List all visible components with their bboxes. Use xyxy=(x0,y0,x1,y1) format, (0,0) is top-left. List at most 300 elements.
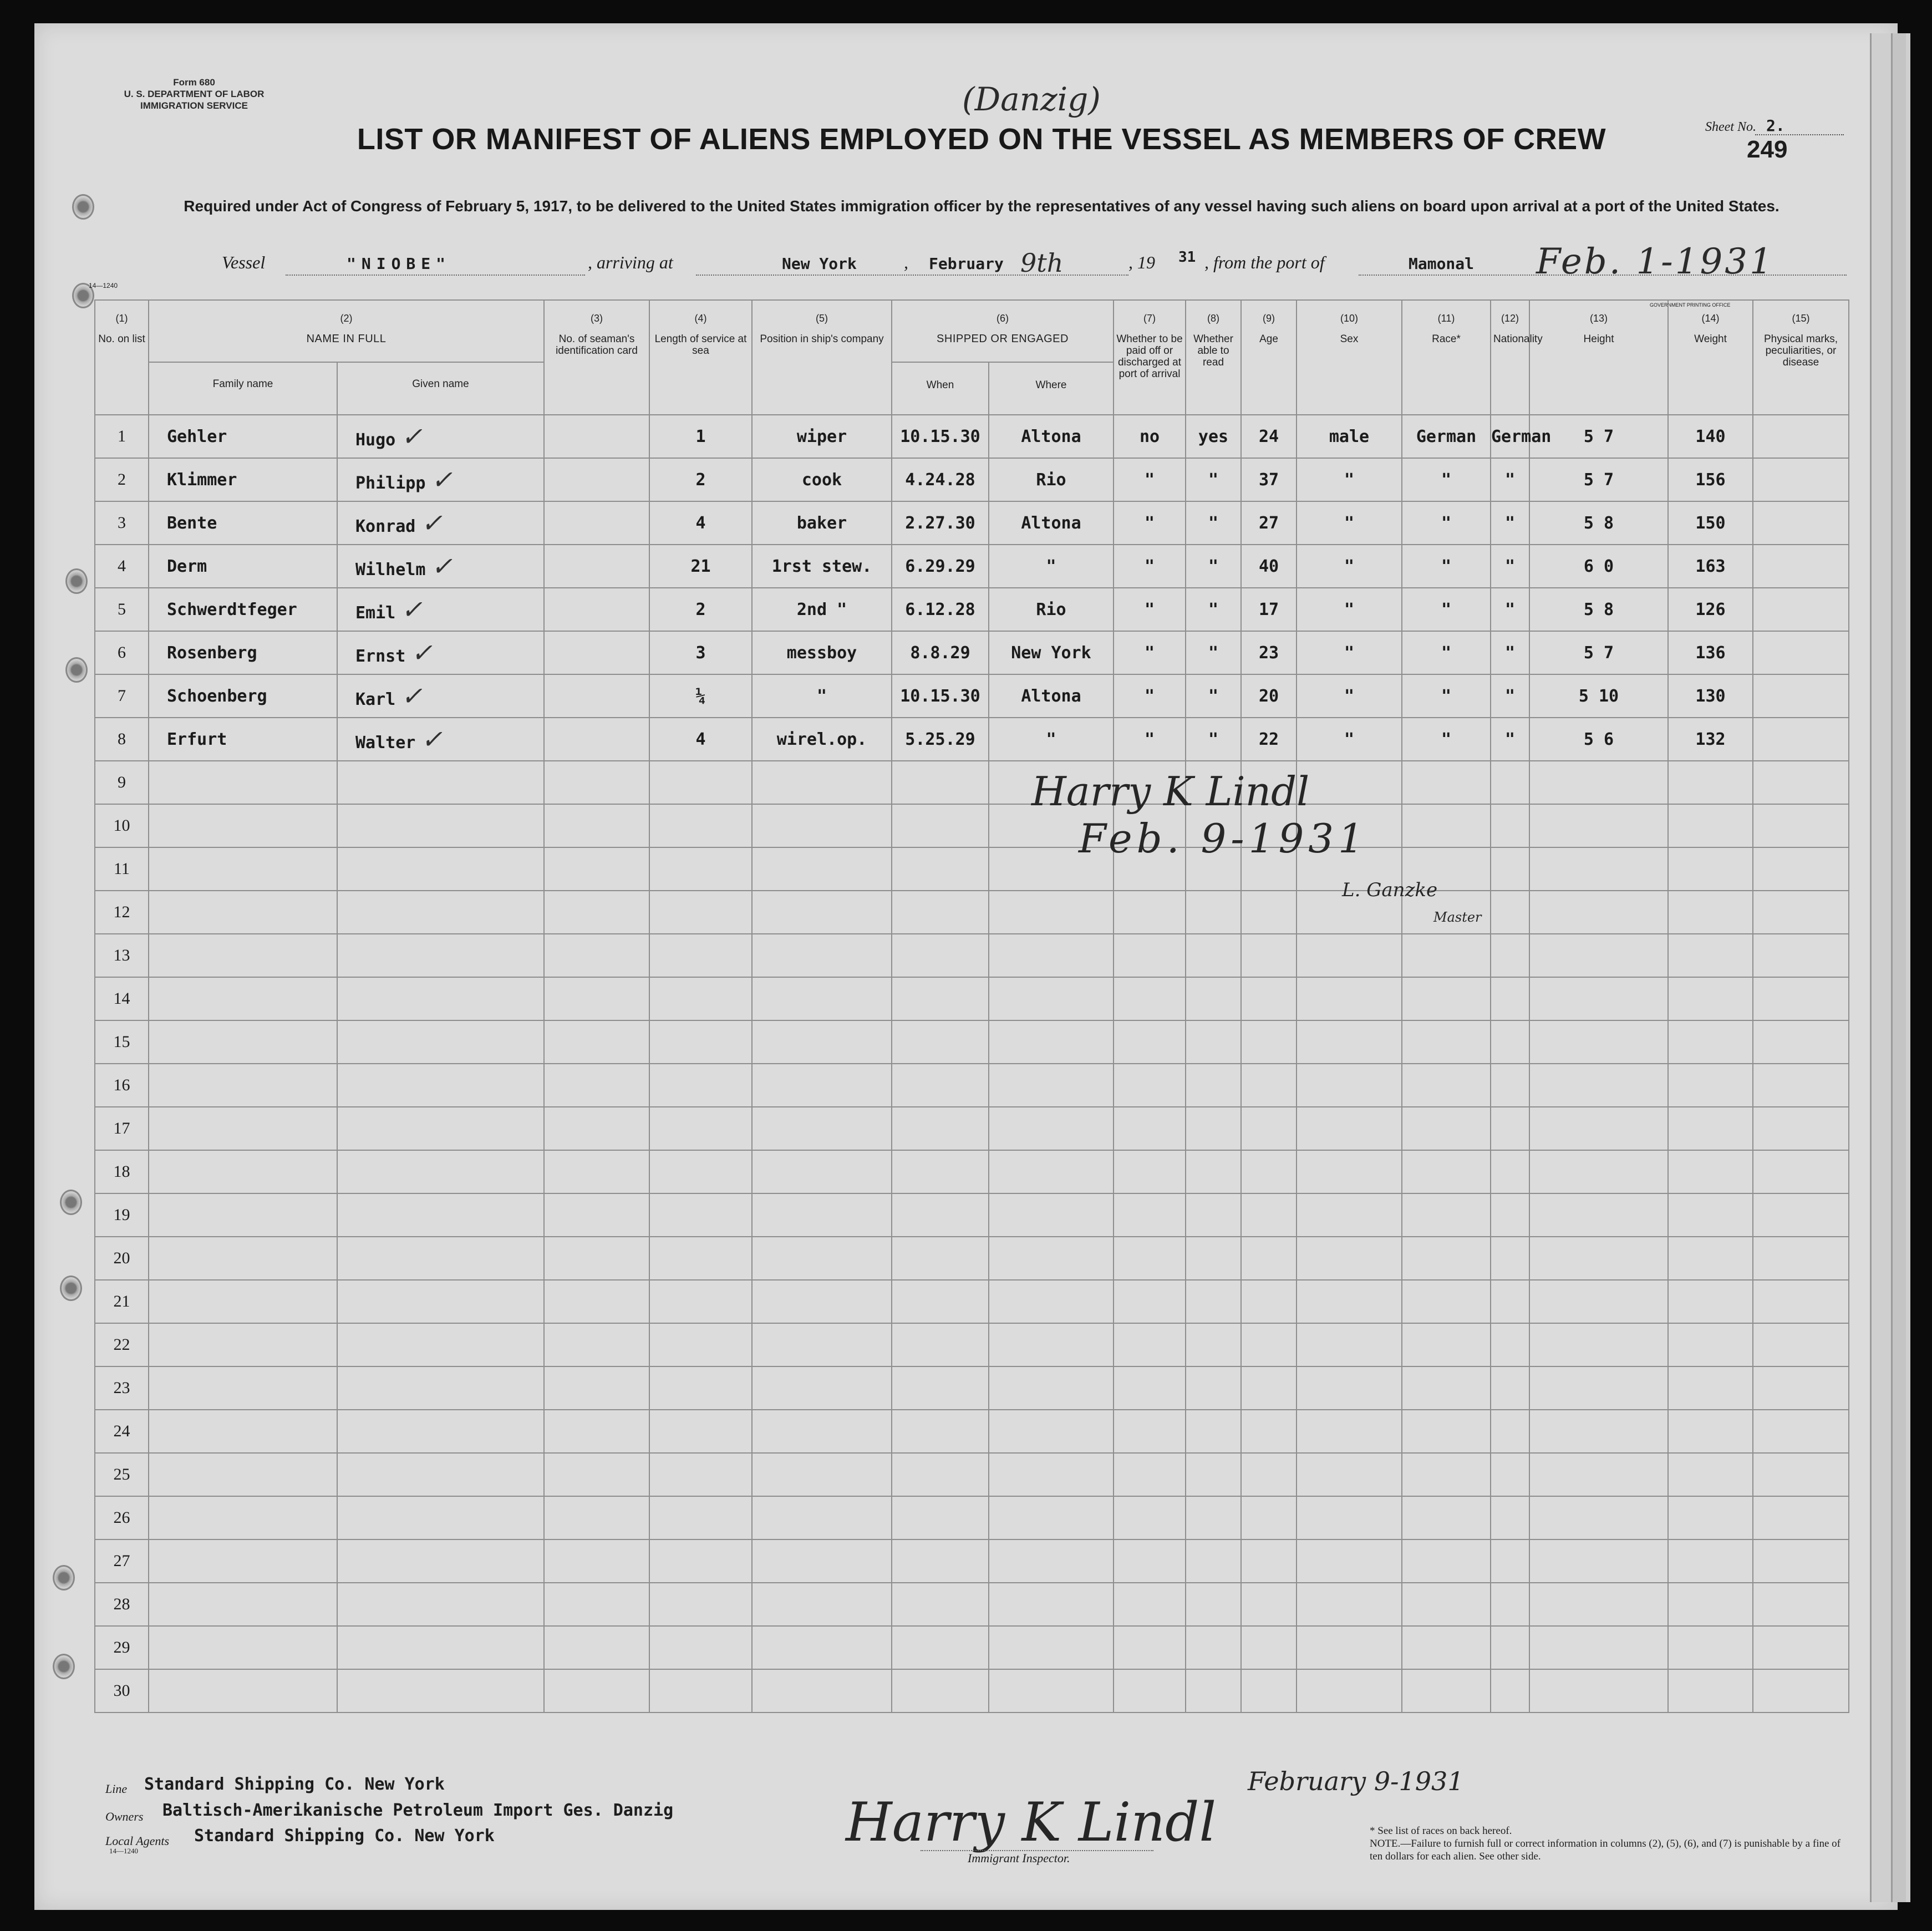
cell-nationality xyxy=(1491,1496,1529,1539)
cell-shipped-when-text: 5.25.29 xyxy=(905,729,975,749)
cell-position xyxy=(752,415,892,458)
cell-given-name xyxy=(337,891,544,934)
cell-able-to-read xyxy=(1186,1237,1241,1280)
cell-age xyxy=(1241,1280,1297,1323)
sheet-underline xyxy=(1755,134,1844,135)
table-row xyxy=(95,718,1849,761)
cell-height xyxy=(1529,674,1668,718)
cell-height xyxy=(1529,1366,1668,1410)
cell-shipped-where xyxy=(989,1496,1114,1539)
cell-weight xyxy=(1668,1280,1753,1323)
cell-height xyxy=(1529,1453,1668,1496)
cell-sex-text: " xyxy=(1344,729,1355,749)
cell-weight xyxy=(1668,761,1753,804)
cell-paid-off xyxy=(1114,1193,1186,1237)
check-mark-icon: ✓ xyxy=(431,551,453,581)
table-row-empty xyxy=(95,1193,1849,1237)
cell-age xyxy=(1241,718,1297,761)
cell-sex xyxy=(1297,1539,1402,1583)
cell-weight-text: 126 xyxy=(1695,599,1726,619)
cell-nationality xyxy=(1491,718,1529,761)
cell-service-length xyxy=(649,1237,752,1280)
cell-age xyxy=(1241,1193,1297,1237)
cell-given-name xyxy=(337,934,544,977)
check-mark-icon: ✓ xyxy=(401,421,423,451)
cell-shipped-where-text: " xyxy=(1046,556,1056,576)
cell-no xyxy=(95,891,149,934)
cell-weight xyxy=(1668,977,1753,1020)
cell-paid-off xyxy=(1114,415,1186,458)
cell-family-name-text: Derm xyxy=(167,556,207,576)
cell-service-length xyxy=(649,1669,752,1713)
cell-no xyxy=(95,631,149,674)
cell-able-to-read-text: " xyxy=(1208,729,1219,749)
row-number: 30 xyxy=(113,1681,130,1700)
cell-race xyxy=(1402,804,1491,847)
cell-position-text: messboy xyxy=(786,643,857,663)
cell-race xyxy=(1402,1150,1491,1193)
cell-no xyxy=(95,1496,149,1539)
cell-no-text: 1 xyxy=(118,427,126,445)
cell-position xyxy=(752,1410,892,1453)
cell-shipped-where xyxy=(989,1193,1114,1237)
cell-weight xyxy=(1668,1669,1753,1713)
row-number: 25 xyxy=(113,1465,130,1483)
cell-shipped-where xyxy=(989,674,1114,718)
cell-nationality-text: " xyxy=(1504,556,1516,576)
cell-paid-off xyxy=(1114,1366,1186,1410)
cell-weight-text: 130 xyxy=(1695,686,1726,706)
cell-shipped-when xyxy=(892,1107,989,1150)
cell-race xyxy=(1402,674,1491,718)
cell-height xyxy=(1529,718,1668,761)
cell-paid-off-text: " xyxy=(1144,729,1155,749)
cell-race xyxy=(1402,1064,1491,1107)
cell-service-length-text: 2 xyxy=(695,470,706,490)
cell-paid-off xyxy=(1114,674,1186,718)
cell-paid-off xyxy=(1114,1669,1186,1713)
cell-nationality-text: " xyxy=(1504,643,1516,663)
line-label: Line xyxy=(105,1782,128,1796)
cell-service-length xyxy=(649,1583,752,1626)
cell-paid-off xyxy=(1114,588,1186,631)
row-number: 24 xyxy=(113,1422,130,1440)
department-name: U. S. DEPARTMENT OF LABOR xyxy=(124,89,265,99)
cell-given-name xyxy=(337,1064,544,1107)
cell-age xyxy=(1241,1237,1297,1280)
cell-able-to-read xyxy=(1186,1366,1241,1410)
cell-race xyxy=(1402,501,1491,545)
table-row xyxy=(95,501,1849,545)
cell-position xyxy=(752,1323,892,1366)
cell-shipped-when-text: 2.27.30 xyxy=(905,513,975,533)
cell-given-name xyxy=(337,458,544,501)
cell-given-name xyxy=(337,1323,544,1366)
cell-shipped-when xyxy=(892,1193,989,1237)
cell-paid-off xyxy=(1114,1496,1186,1539)
cell-weight xyxy=(1668,1626,1753,1669)
master-label: Master xyxy=(1433,909,1482,925)
cell-paid-off xyxy=(1114,1583,1186,1626)
cell-race-text: " xyxy=(1441,513,1452,533)
cell-sex xyxy=(1297,588,1402,631)
binding-hole xyxy=(65,568,88,594)
cell-able-to-read-text: " xyxy=(1208,599,1219,619)
cell-shipped-when-text: 6.12.28 xyxy=(905,599,975,619)
cell-paid-off xyxy=(1114,1323,1186,1366)
cell-height xyxy=(1529,501,1668,545)
cell-able-to-read xyxy=(1186,934,1241,977)
cell-given-name xyxy=(337,1583,544,1626)
cell-paid-off xyxy=(1114,1237,1186,1280)
cell-shipped-when xyxy=(892,1323,989,1366)
inspector-label: Immigrant Inspector. xyxy=(968,1851,1070,1865)
cell-shipped-where xyxy=(989,1626,1114,1669)
cell-physical-marks xyxy=(1753,674,1849,718)
cell-race xyxy=(1402,1539,1491,1583)
cell-height-text: 5 7 xyxy=(1583,470,1614,490)
cell-nationality-text: " xyxy=(1504,513,1516,533)
cell-service-length-text: 3 xyxy=(695,643,706,663)
cell-shipped-when xyxy=(892,761,989,804)
cell-physical-marks xyxy=(1753,1496,1849,1539)
cell-given-name xyxy=(337,1626,544,1669)
cell-position-text: 2nd " xyxy=(796,599,847,619)
cell-sex xyxy=(1297,501,1402,545)
cell-race-text: " xyxy=(1441,729,1452,749)
cell-able-to-read xyxy=(1186,1626,1241,1669)
header-service-length: (4) Length of service at sea xyxy=(649,300,752,415)
cell-paid-off xyxy=(1114,458,1186,501)
cell-able-to-read-text: " xyxy=(1208,470,1219,490)
cell-no-text: 8 xyxy=(118,730,126,748)
cell-weight xyxy=(1668,1323,1753,1366)
cell-given-name xyxy=(337,415,544,458)
header-position: (5) Position in ship's company xyxy=(752,300,892,415)
cell-no xyxy=(95,1280,149,1323)
cell-family-name xyxy=(149,1669,337,1713)
cell-given-name-text: Wilhelm xyxy=(355,560,426,580)
row-number: 28 xyxy=(113,1595,130,1613)
cell-service-length xyxy=(649,761,752,804)
row-number: 19 xyxy=(113,1206,130,1224)
cell-service-length xyxy=(649,588,752,631)
cell-race xyxy=(1402,545,1491,588)
cell-nationality-text: " xyxy=(1504,470,1516,490)
cell-weight xyxy=(1668,718,1753,761)
cell-able-to-read xyxy=(1186,1020,1241,1064)
cell-no xyxy=(95,718,149,761)
header-name-in-full: (2) NAME IN FULL xyxy=(149,300,544,362)
cell-sex xyxy=(1297,1280,1402,1323)
header-nationality: (12) Nationality xyxy=(1491,300,1529,415)
cell-shipped-when-text: 8.8.29 xyxy=(910,643,970,663)
cell-position xyxy=(752,588,892,631)
cell-shipped-where xyxy=(989,631,1114,674)
header-given-name: Given name xyxy=(337,362,544,415)
cell-sex xyxy=(1297,934,1402,977)
cell-sex xyxy=(1297,631,1402,674)
cell-weight xyxy=(1668,1410,1753,1453)
cell-age-text: 20 xyxy=(1258,686,1279,706)
cell-id-card xyxy=(544,1193,649,1237)
cell-id-card xyxy=(544,1410,649,1453)
cell-able-to-read xyxy=(1186,501,1241,545)
cell-sex-text: " xyxy=(1344,556,1355,576)
cell-service-length xyxy=(649,1453,752,1496)
cell-height-text: 5 10 xyxy=(1578,686,1619,706)
cell-height-text: 5 7 xyxy=(1583,426,1614,446)
cell-able-to-read-text: " xyxy=(1208,556,1219,576)
cell-given-name xyxy=(337,804,544,847)
header-when: When xyxy=(892,362,989,415)
cell-id-card xyxy=(544,631,649,674)
cell-able-to-read xyxy=(1186,1583,1241,1626)
cell-given-name xyxy=(337,1193,544,1237)
cell-race-text: " xyxy=(1441,599,1452,619)
cell-height xyxy=(1529,1410,1668,1453)
cell-position xyxy=(752,761,892,804)
cell-nationality xyxy=(1491,588,1529,631)
cell-family-name xyxy=(149,761,337,804)
cell-family-name xyxy=(149,1323,337,1366)
cell-no-text: 2 xyxy=(118,470,126,489)
dotted-rule xyxy=(286,275,585,276)
cell-family-name xyxy=(149,674,337,718)
header-age: (9) Age xyxy=(1241,300,1297,415)
cell-service-length xyxy=(649,458,752,501)
cell-family-name-text: Erfurt xyxy=(167,729,227,749)
cell-nationality xyxy=(1491,761,1529,804)
cell-height xyxy=(1529,977,1668,1020)
cell-shipped-where xyxy=(989,1107,1114,1150)
cell-paid-off xyxy=(1114,631,1186,674)
cell-race xyxy=(1402,415,1491,458)
cell-position-text: " xyxy=(816,686,827,706)
cell-family-name-text: Klimmer xyxy=(167,470,237,490)
cell-no xyxy=(95,1539,149,1583)
cell-nationality xyxy=(1491,545,1529,588)
crew-manifest-table xyxy=(94,299,1849,1713)
cell-position xyxy=(752,977,892,1020)
cell-race xyxy=(1402,761,1491,804)
cell-height xyxy=(1529,761,1668,804)
header-weight: (14) Weight xyxy=(1668,300,1753,415)
cell-paid-off xyxy=(1114,718,1186,761)
cell-physical-marks xyxy=(1753,1539,1849,1583)
cell-id-card xyxy=(544,1626,649,1669)
cell-family-name xyxy=(149,415,337,458)
arrival-day: 9th xyxy=(1020,248,1064,278)
cell-race-text: " xyxy=(1441,643,1452,663)
cell-nationality xyxy=(1491,977,1529,1020)
owners-label: Owners xyxy=(105,1810,144,1823)
cell-no xyxy=(95,458,149,501)
cell-race xyxy=(1402,1280,1491,1323)
check-mark-icon: ✓ xyxy=(401,594,423,624)
cell-race xyxy=(1402,1107,1491,1150)
cell-given-name xyxy=(337,1280,544,1323)
cell-given-name xyxy=(337,1237,544,1280)
cell-paid-off-text: " xyxy=(1144,470,1155,490)
form-identifier xyxy=(108,77,280,111)
cell-shipped-when xyxy=(892,415,989,458)
cell-position xyxy=(752,1193,892,1237)
cell-height xyxy=(1529,934,1668,977)
cell-no xyxy=(95,1410,149,1453)
sheet-label: Sheet No. xyxy=(1705,120,1756,134)
cell-paid-off xyxy=(1114,891,1186,934)
cell-sex xyxy=(1297,1626,1402,1669)
cell-no xyxy=(95,934,149,977)
cell-service-length xyxy=(649,415,752,458)
cell-shipped-when xyxy=(892,1626,989,1669)
cell-given-name-text: Walter xyxy=(355,733,416,753)
cell-id-card xyxy=(544,501,649,545)
cell-given-name xyxy=(337,588,544,631)
cell-shipped-where xyxy=(989,501,1114,545)
cell-service-length xyxy=(649,1366,752,1410)
cell-age xyxy=(1241,674,1297,718)
cell-no xyxy=(95,1453,149,1496)
table-row-empty xyxy=(95,977,1849,1020)
cell-shipped-when-text: 6.29.29 xyxy=(905,556,975,576)
cell-family-name xyxy=(149,1237,337,1280)
cell-family-name xyxy=(149,891,337,934)
cell-sex xyxy=(1297,1323,1402,1366)
cell-shipped-where xyxy=(989,1453,1114,1496)
cell-id-card xyxy=(544,1280,649,1323)
cell-physical-marks xyxy=(1753,1150,1849,1193)
cell-service-length xyxy=(649,1539,752,1583)
cell-id-card xyxy=(544,1583,649,1626)
cell-physical-marks xyxy=(1753,1453,1849,1496)
cell-given-name-text: Karl xyxy=(355,690,396,709)
cell-position xyxy=(752,1107,892,1150)
cell-service-length xyxy=(649,1107,752,1150)
cell-no-text: 7 xyxy=(118,687,126,705)
cell-nationality xyxy=(1491,631,1529,674)
cell-given-name xyxy=(337,1107,544,1150)
cell-able-to-read xyxy=(1186,977,1241,1020)
cell-height xyxy=(1529,1583,1668,1626)
cell-given-name xyxy=(337,847,544,891)
cell-position xyxy=(752,1020,892,1064)
cell-family-name xyxy=(149,1496,337,1539)
cell-shipped-where-text: Altona xyxy=(1021,513,1081,533)
cell-position xyxy=(752,545,892,588)
cell-able-to-read xyxy=(1186,1496,1241,1539)
cell-shipped-when xyxy=(892,1064,989,1107)
cell-able-to-read xyxy=(1186,631,1241,674)
cell-shipped-when xyxy=(892,718,989,761)
cell-shipped-when xyxy=(892,674,989,718)
row-number: 20 xyxy=(113,1249,130,1267)
cell-age xyxy=(1241,1150,1297,1193)
service-name: IMMIGRATION SERVICE xyxy=(140,100,248,111)
cell-race xyxy=(1402,718,1491,761)
cell-age-text: 40 xyxy=(1258,556,1279,576)
cell-shipped-when xyxy=(892,1280,989,1323)
check-mark-icon: ✓ xyxy=(411,638,433,668)
cell-family-name xyxy=(149,718,337,761)
binding-hole xyxy=(72,194,94,220)
cell-service-length xyxy=(649,545,752,588)
cell-nationality xyxy=(1491,415,1552,458)
cell-id-card xyxy=(544,1150,649,1193)
table-row-empty xyxy=(95,1410,1849,1453)
binding-hole xyxy=(53,1565,75,1590)
cell-shipped-when xyxy=(892,1366,989,1410)
page-number: 249 xyxy=(1747,136,1788,163)
table-row xyxy=(95,631,1849,674)
cell-shipped-where xyxy=(989,1237,1114,1280)
cell-nationality xyxy=(1491,501,1529,545)
cell-id-card xyxy=(544,1496,649,1539)
inspection-date: Feb. 9-1931 xyxy=(1079,815,1368,862)
cell-no xyxy=(95,1020,149,1064)
cell-service-length xyxy=(649,1323,752,1366)
check-mark-icon: ✓ xyxy=(431,465,453,495)
cell-able-to-read xyxy=(1186,674,1241,718)
cell-height xyxy=(1529,804,1668,847)
cell-given-name xyxy=(337,501,544,545)
cell-nationality xyxy=(1491,1583,1529,1626)
cell-no xyxy=(95,977,149,1020)
cell-given-name xyxy=(337,631,544,674)
cell-no-text: 5 xyxy=(118,600,126,618)
crew-table-body xyxy=(95,415,1849,1713)
check-mark-icon: ✓ xyxy=(421,508,443,538)
cell-age-text: 22 xyxy=(1258,729,1279,749)
cell-physical-marks xyxy=(1753,631,1849,674)
cell-position xyxy=(752,1669,892,1713)
cell-family-name xyxy=(149,1410,337,1453)
cell-nationality xyxy=(1491,934,1529,977)
cell-no xyxy=(95,1064,149,1107)
cell-no xyxy=(95,1626,149,1669)
cell-nationality xyxy=(1491,458,1529,501)
cell-family-name xyxy=(149,588,337,631)
header-able-to-read: (8) Whether able to read xyxy=(1186,300,1241,415)
cell-family-name-text: Rosenberg xyxy=(167,643,257,663)
cell-weight-text: 163 xyxy=(1695,556,1726,576)
row-number: 22 xyxy=(113,1335,130,1354)
cell-given-name xyxy=(337,1669,544,1713)
cell-position xyxy=(752,1280,892,1323)
cell-height xyxy=(1529,1193,1668,1237)
cell-age xyxy=(1241,1583,1297,1626)
cell-service-length xyxy=(649,1020,752,1064)
cell-given-name xyxy=(337,761,544,804)
penalty-note: NOTE.—Failure to furnish full or correct information in columns (2), (5), (6), and (7) is punishable by a fine of ten dollars for each alien. See other side. xyxy=(1370,1838,1841,1862)
cell-shipped-when xyxy=(892,1496,989,1539)
cell-physical-marks xyxy=(1753,891,1849,934)
cell-id-card xyxy=(544,588,649,631)
cell-position xyxy=(752,718,892,761)
cell-paid-off xyxy=(1114,934,1186,977)
cell-sex-text: " xyxy=(1344,643,1355,663)
binding-hole xyxy=(53,1654,75,1679)
cell-sex-text: " xyxy=(1344,686,1355,706)
table-row-empty xyxy=(95,1280,1849,1323)
cell-height xyxy=(1529,1539,1668,1583)
cell-age xyxy=(1241,934,1297,977)
cell-able-to-read xyxy=(1186,458,1241,501)
cell-nationality xyxy=(1491,1280,1529,1323)
cell-physical-marks xyxy=(1753,1669,1849,1713)
departure-hand-date: Feb. 1-1931 xyxy=(1536,241,1775,282)
